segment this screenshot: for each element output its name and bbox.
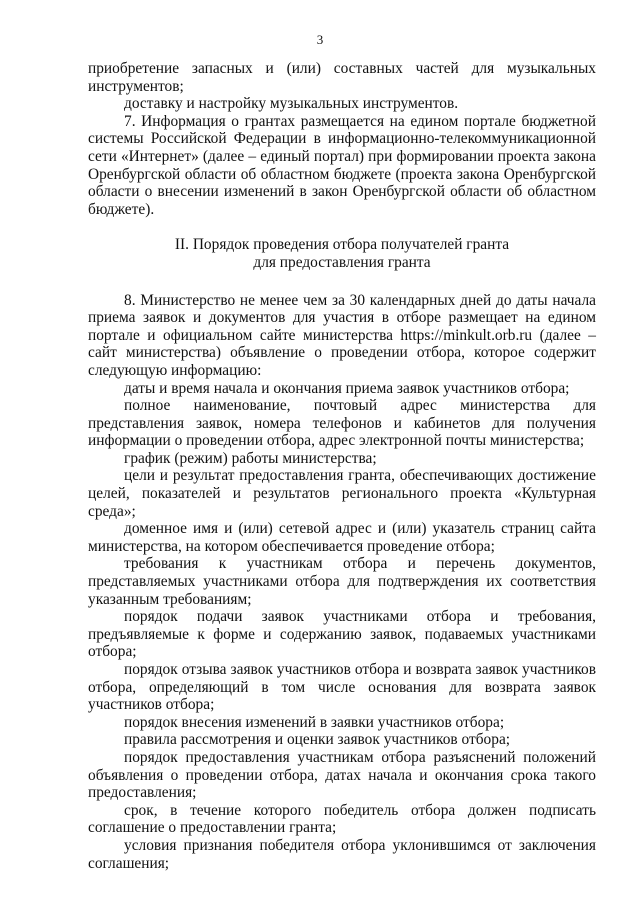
list-item: порядок предоставления участникам отбора разъяснений положений объявления о проведении отбора, датах начала и окончания срока такого предоставления; [88, 748, 596, 802]
paragraph: доставку и настройку музыкальных инструментов. [124, 95, 459, 113]
section-heading-line: для предоставления гранта [253, 253, 431, 271]
list-item: срок, в течение которого победитель отбора должен подписать соглашение о предоставлении гранта; [88, 801, 596, 837]
list-item: даты и время начала и окончания приема заявок участников отбора; [124, 379, 570, 397]
list-item: цели и результат предоставления гранта, обеспечивающих достижение целей, показателей и результатов регионального проекта «Культурная среда»; [88, 467, 596, 520]
list-item: правила рассмотрения и оценки заявок участников отбора; [124, 731, 511, 749]
paragraph: приобретение запасных и (или) составных частей для музыкальных инструментов; [88, 60, 596, 95]
list-item: условия признания победителя отбора уклонившимся от заключения соглашения; [88, 836, 596, 872]
paragraph: 8. Министерство не менее чем за 30 календарных дней до даты начала приема заявок и документов для участия в отборе размещает на едином портале и официальном сайте министерства https://minkult.orb.ru (далее – сайт министерства) объявление о проведении отбора, которое содержит следующую информацию: [88, 291, 596, 379]
paragraph: 7. Информация о грантах размещается на едином портале бюджетной системы Российской Федерации в информационно-телекоммуникационной сети «Интернет» (далее – единый портал) при формировании проекта закона Оренбургской области об областном бюджете (проекта закона Оренбургской области о внесении изменений в закон Оренбургской области об областном бюджете). [88, 112, 596, 218]
list-item: требования к участникам отбора и перечень документов, представляемых участниками отбора для подтверждения их соответствия указанным требованиям; [88, 555, 596, 608]
section-heading-line: II. Порядок проведения отбора получателей гранта [174, 236, 510, 254]
document-body [88, 60, 596, 872]
list-item: график (режим) работы министерства; [124, 449, 377, 467]
list-item: полное наименование, почтовый адрес министерства для представления заявок, номера телефонов и кабинетов для получения информации о проведении отбора, адрес электронной почты министерства; [88, 397, 596, 450]
list-item: порядок внесения изменений в заявки участников отбора; [124, 713, 505, 731]
list-item: порядок отзыва заявок участников отбора и возврата заявок участников отбора, определяющий в том числе основания для возврата заявок участников отбора; [88, 661, 596, 714]
list-item: порядок подачи заявок участниками отбора и требования, предъявляемые к форме и содержанию заявок, подаваемых участниками отбора; [88, 608, 596, 661]
list-item: доменное имя и (или) сетевой адрес и (или) указатель страниц сайта министерства, на котором обеспечивается проведение отбора; [88, 520, 596, 555]
page-number: 3 [316, 32, 324, 47]
